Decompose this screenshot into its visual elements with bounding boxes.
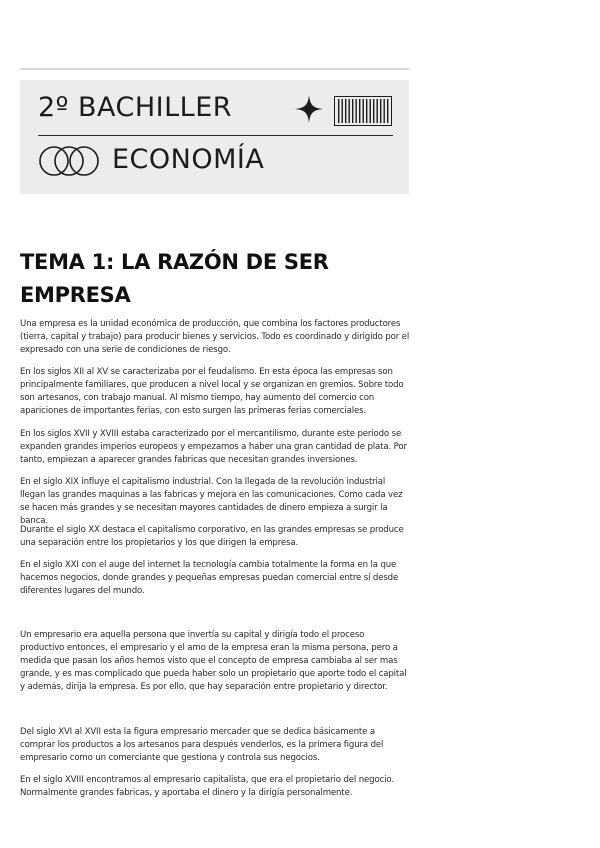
paragraph [20, 366, 410, 418]
barcode-icon [334, 96, 392, 126]
paragraph-text: En el siglo XVIII encontramos al empresario capitalista, que era el propietario del negocio. Normalmente grandes fabricas, y aportaba el dinero y la dirigía personalmente. [20, 775, 394, 799]
paragraph [20, 524, 410, 550]
paragraph-text: Un empresario era aquella persona que invertía su capital y dirigía todo el proceso productivo entonces, el empresario y el amo de la empresa eran la misma persona, pero a medida que pasan los años hemos visto que el concepto de empresa cambiaba al ser mas grande, y es mas complicado que pueda haber solo un propietario que aporte todo el capital y además, dirija la empresa. Es por ello, que hay separación entre propietario y director. [20, 630, 407, 693]
paragraph-text: En los siglos XII al XV se caracterizaba por el feudalismo. En esta época las empresas son principalmente familiares, que producen a nivel local y se organizan en gremios. Sobre todo son artesanos, con trabajo manual. Al mismo tiempo, hay aumento del comercio con apariciones de importantes ferias, con esto surgen las primeras ferias comerciales. [20, 367, 404, 417]
paragraph-text: En los siglos XVII y XVIII estaba caracterizado por el mercantilismo, durante este periodo se expanden grandes imperios europeos y empezamos a haber una gran cantidad de plata. Por tanto, empiezan a aparecer grandes fabricas que necesitan grandes inversiones. [20, 429, 407, 466]
paragraph [20, 629, 410, 694]
top-rule [20, 68, 409, 70]
header-divider [38, 135, 393, 136]
paragraph [20, 428, 410, 467]
rings-icon [38, 145, 100, 177]
paragraph [20, 476, 410, 528]
sparkle-icon [294, 94, 324, 124]
paragraph [20, 774, 410, 800]
header-course-row [38, 90, 393, 130]
paragraph-text: En el siglo XXI con el auge del internet la tecnología cambia totalmente la forma en la que hacemos negocios, donde grandes y pequeñas empresas puedan comercial entre sí desde diferentes lugares del mundo. [20, 560, 399, 597]
topic-title: TEMA 1: LA RAZÓN DE SER EMPRESA [20, 250, 329, 307]
subject-title: ECONOMÍA [112, 144, 265, 175]
paragraph-text: En el siglo XIX influye el capitalismo industrial. Con la llegada de la revolución industrial llegan las grandes maquinas a las fabricas y mejora en las comunicaciones. Como cada vez se hacen más grandes y se necesitan mayores cantidades de dinero empieza a surgir la banca. [20, 477, 403, 527]
paragraph [20, 726, 410, 765]
paragraph [20, 559, 410, 598]
paragraph-text: Durante el siglo XX destaca el capitalismo corporativo, en las grandes empresas se produce una separación entre los propietarios y los que dirigen la empresa. [20, 525, 404, 549]
course-title: 2º BACHILLER [38, 92, 233, 123]
header-banner [20, 80, 409, 194]
paragraph-text: Del siglo XVI al XVII esta la figura empresario mercader que se dedica básicamente a comprar los productos a los artesanos para después venderlos, es la primera figura del empresario como un comerciante que gestiona y controla sus negocios. [20, 727, 384, 764]
paragraph [20, 318, 410, 357]
paragraph-text: Una empresa es la unidad económica de producción, que combina los factores productores (tierra, capital y trabajo) para producir bienes y servicios. Todo es coordinado y dirigido por el expresado con una serie de condiciones de riesgo. [20, 319, 410, 356]
